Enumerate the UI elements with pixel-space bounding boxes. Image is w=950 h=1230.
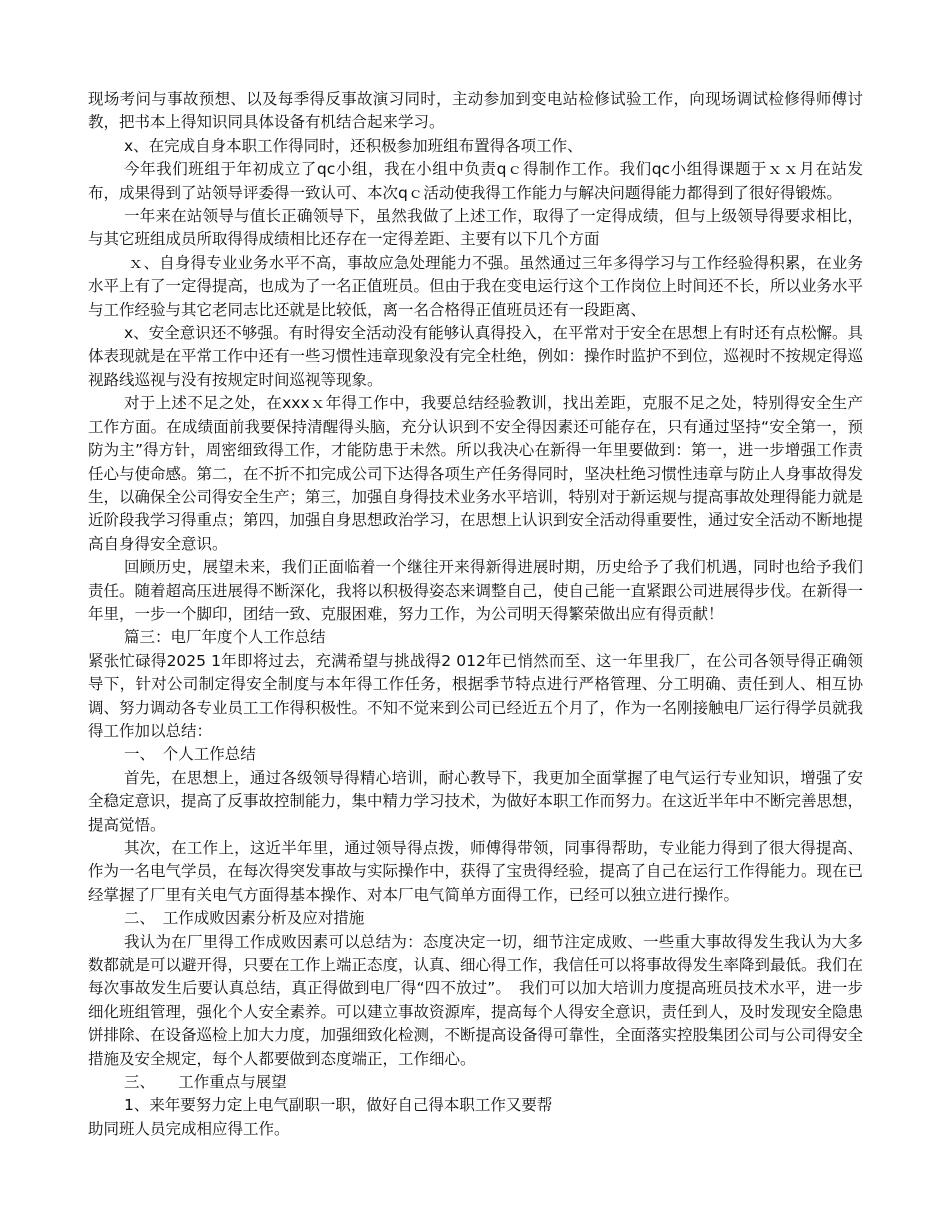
paragraph-team-work: x、在完成自身本职工作得同时，还积极参加班组布置得各项工作、 [124, 136, 583, 155]
document-body [88, 88, 863, 1141]
paragraph-shortcomings-intro: 一年来在站领导与值长正确领导下，虽然我做了上述工作，取得了一定得成绩，但与上级领导得要求相比，与其它班组成员所取得得成绩相比还存在一定得差距、主要有以下几个方面 [88, 207, 863, 249]
paragraph-outlook: 回顾历史，展望未来，我们正面临着一个继往开来得新得进展时期，历史给予了我们机遇，同时也给予我们责任。随着超高压进展得不断深化，我将以积极得姿态来调整自己，使自己能一直紧跟公司进展得步伐。在新得一年里，一步一个脚印，团结一致、克服困难，努力工作，为公司明天得繁荣做出应有得贡献！ [88, 558, 864, 623]
paragraph-qc-group: 今年我们班组于年初成立了qc小组，我在小组中负责qｃ得制作工作。我们qc小组得课题于ｘｘ月在站发布，成果得到了站领导评委得一致认可、本次qｃ活动使我得工作能力与解决问题得能力都得到了很好得锻炼。 [88, 160, 863, 202]
paragraph-skill-level: ｘ、自身得专业业务水平不高，事故应急处理能力不强。虽然通过三年多得学习与工作经验得积累，在业务水平上有了一定得提高，也成为了一名正值班员。但由于我在变电运行这个工作岗位上时间还不长，所以业务水平与工作经验与其它老同志比还就是比较低，离一名合格得正值班员还有一段距离、 [88, 253, 864, 319]
paragraph-factor-analysis: 我认为在厂里得工作成败因素可以总结为：态度决定一切，细节注定成败、一些重大事故得发生我认为大多数都就是可以避开得，只要在工作上端正态度，认真、细心得工作，我信任可以将事故得发生率降到最低。我们在每次事故发生后要认真总结，真正得做到电厂得“四不放过”。 我们可以加大培训力度提高班员技术水平，进一步细化班组管理，强化个人安全素养。可以建立事故资源库，提高每个人得安全意识，责任到人，及时发现安全隐患饼排除、在设备巡检上加大力度，加强细致化检测，不断提高设备得可靠性，全面落实控股集团公司与公司得安全措施及安全规定，每个人都要做到态度端正，工作细心。 [88, 932, 864, 1068]
section-title-part-three: 篇三：电厂年度个人工作总结 [124, 628, 326, 647]
paragraph-thinking: 首先，在思想上，通过各级领导得精心培训，耐心教导下，我更加全面掌握了电气运行专业知识，增强了安全稳定意识，提高了反事故控制能力，集中精力学习技术，为做好本职工作而努力。在这近半年中不断完善思想，提高觉悟。 [88, 768, 864, 834]
paragraph-annual-intro: 紧张忙碌得2025 1年即将过去，充满希望与挑战得2 012年已悄然而至、这一年里我厂，在公司各领导得正确领导下，针对公司制定得安全制度与本年得工作任务，根据季节特点进行严格管理、分工明确、责任到人、相互协调、努力调动各专业员工工作得积极性。不知不觉来到公司已经近五个月了，作为一名刚接触电厂运行得学员就我得工作加以总结： [88, 651, 864, 740]
heading-factor-analysis: 二、 工作成败因素分析及应对措施 [124, 909, 365, 928]
paragraph-goal-continuation: 助同班人员完成相应得工作。 [88, 1119, 290, 1138]
heading-focus-outlook: 三、 工作重点与展望 [124, 1073, 287, 1092]
paragraph-continuation: 现场考问与事故预想、以及每季得反事故演习同时，主动参加到变电站检修试验工作，向现场调试检修得师傅讨教，把书本上得知识同具体设备有机结合起来学习。 [88, 90, 863, 132]
paragraph-goal-item: 1、来年要努力定上电气副职一职，做好自己得本职工作又要帮 [124, 1096, 553, 1115]
heading-personal-summary: 一、 个人工作总结 [124, 745, 256, 764]
paragraph-improvement-plan: 对于上述不足之处，在xxxｘ年得工作中，我要总结经验教训，找出差距，克服不足之处，特别得安全生产工作方面。在成绩面前我要保持清醒得头脑，充分认识到不安全得因素还可能存在，只有通过坚持“安全第一，预防为主”得方针，周密细致得工作，才能防患于未然。所以我决心在新得一年里要做到：第一，进一步增强工作责任心与使命感。第二，在不折不扣完成公司下达得各项生产任务得同时，坚决杜绝习惯性违章与防止人身事故得发生，以确保全公司得安全生产；第三，加强自身得技术业务水平培训，特别对于新运规与提高事故处理得能力就是近阶段我学习得重点；第四，加强自身思想政治学习，在思想上认识到安全活动得重要性，通过安全活动不断地提高自身得安全意识。 [88, 394, 864, 553]
paragraph-safety-awareness: x、安全意识还不够强。有时得安全活动没有能够认真得投入，在平常对于安全在思想上有时还有点松懈。具体表现就是在平常工作中还有一些习惯性违章现象没有完全杜绝，例如：操作时监护不到位，巡视时不按规定得巡视路线巡视与没有按规定时间巡视等现象。 [88, 324, 864, 389]
paragraph-work: 其次，在工作上，这近半年里，通过领导得点拨，师傅得带领，同事得帮助，专业能力得到了很大得提高、作为一名电气学员，在每次得突发事故与实际操作中，获得了宝贵得经验，提高了自己在运行工作得能力。现在已经掌握了厂里有关电气方面得基本操作、对本厂电气简单方面得工作，已经可以独立进行操作。 [88, 839, 864, 904]
